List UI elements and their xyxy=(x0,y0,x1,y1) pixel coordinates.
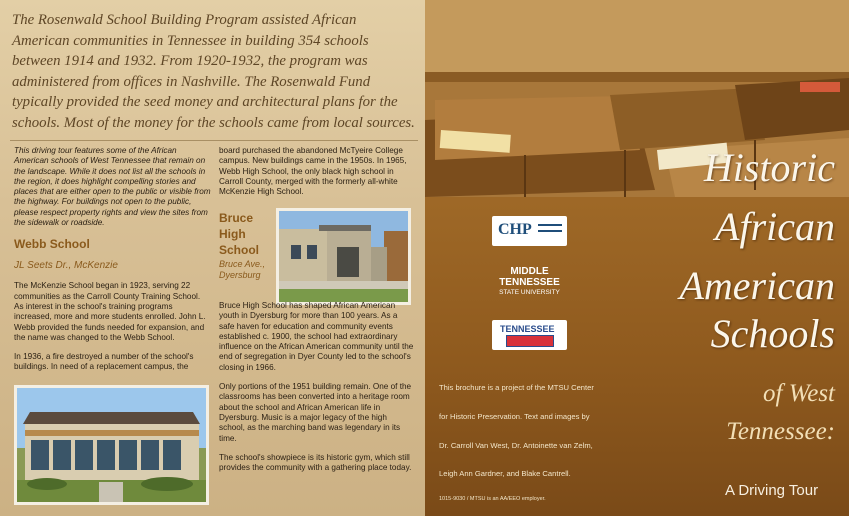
credit-line-4: Leigh Ann Gardner, and Blake Cantrell. xyxy=(439,469,571,478)
webb-school-title: Webb School xyxy=(14,237,90,252)
chp-logo-stripe xyxy=(538,224,562,226)
bruce-school-address: Bruce Ave., Dyersburg xyxy=(219,259,266,280)
subtitle-of-west: of West xyxy=(763,380,835,407)
fineprint: 1015-9030 / MTSU is an AA/EEO employer. xyxy=(439,496,546,502)
bruce-paragraph-3: The school's showpiece is its historic gym, which still provides the community with a gathering place today. xyxy=(219,452,412,473)
webb-paragraph-2: In 1936, a fire destroyed a number of the school's buildings. In need of a replacement campus, the xyxy=(14,352,194,372)
title-word-historic: Historic xyxy=(703,145,835,190)
bruce-school-illustration xyxy=(279,211,408,302)
bruce-text xyxy=(219,301,414,482)
mtsu-logo-line-3: STATE UNIVERSITY xyxy=(499,289,560,296)
text-column-1 xyxy=(14,146,211,382)
chp-logo xyxy=(492,216,567,246)
text-column-2 xyxy=(219,146,414,206)
tennessee-logo xyxy=(492,320,567,350)
mtsu-logo xyxy=(492,266,567,297)
bruce-paragraph-2: Only portions of the 1951 building remain. One of the classrooms has been converted into a heritage room about the school and African American life in Dyersburg. Music is a major legacy of the high school, as the marching band was legendary in its time. xyxy=(219,382,412,443)
title-word-american: American xyxy=(679,263,835,308)
bruce-school-title: Bruce High School xyxy=(219,211,260,257)
credit-line-1: This brochure is a project of the MTSU Center xyxy=(439,383,594,392)
chp-logo-text: CHP xyxy=(498,221,532,238)
tennessee-logo-text: TENNESSEE xyxy=(500,324,555,334)
mtsu-logo-line-1: MIDDLE xyxy=(510,266,549,277)
cover-panel xyxy=(425,0,849,516)
credit-line-2: for Historic Preservation. Text and images by xyxy=(439,412,590,421)
mtsu-logo-line-2: TENNESSEE xyxy=(499,277,560,288)
subtitle-tennessee: Tennessee: xyxy=(726,418,835,445)
divider xyxy=(10,140,418,141)
credit-line-3: Dr. Carroll Van West, Dr. Antoinette van Zelm, xyxy=(439,441,593,450)
webb-school-photo xyxy=(14,385,209,505)
lead-paragraph: This driving tour features some of the African American schools of West Tennessee that remain on the landscape. While it does not list all the schools in the region, it does highlight compelling stories and places that are either open to the public or visible from the highway. For buildings not open to the public, please respect property rights and view the sites from the sidewalk or roadside. xyxy=(14,146,211,228)
tennessee-logo-shape xyxy=(506,335,554,347)
driving-tour-label: A Driving Tour xyxy=(725,482,819,499)
title-word-schools: Schools xyxy=(710,311,835,356)
webb-school-illustration xyxy=(17,388,206,502)
title-word-african: African xyxy=(715,204,835,249)
intro-paragraph: The Rosenwald School Building Program assisted African American communities in Tennessee in building 354 schools between 1914 and 1932. From 1920-1932, the program was administered from offices in Nashville. The Rosenwald Fund typically provided the seed money and architectural plans for the schools. Most of the money for the schools came from local sources. xyxy=(12,12,415,131)
webb-school-address: JL Seets Dr., McKenzie xyxy=(14,260,118,272)
bruce-paragraph-1: Bruce High School has shaped African American youth in Dyersburg for more than 100 years. As a safe haven for education and community events established c. 1900, the school had extraordinary influence on the African American community until the end of segregation in Dyer County led to the school's closing in 1966. xyxy=(219,301,414,372)
webb-paragraph-1: The McKenzie School began in 1923, serving 22 communities as the Carroll County Training School. As interest in the school's training programs increased, more and more students enrolled. John L. Webb provided the funds needed for expansion, and the name was changed to the Webb School. xyxy=(14,281,206,342)
webb-continued-paragraph: board purchased the abandoned McTyeire College campus. New buildings came in the 1950s. In 1965, Webb High School, the only black high school in Carroll County, merged with the formerly all-white McKenzie High School. xyxy=(219,146,407,197)
bruce-school-photo xyxy=(276,208,411,305)
chp-logo-stripe-2 xyxy=(538,230,562,232)
